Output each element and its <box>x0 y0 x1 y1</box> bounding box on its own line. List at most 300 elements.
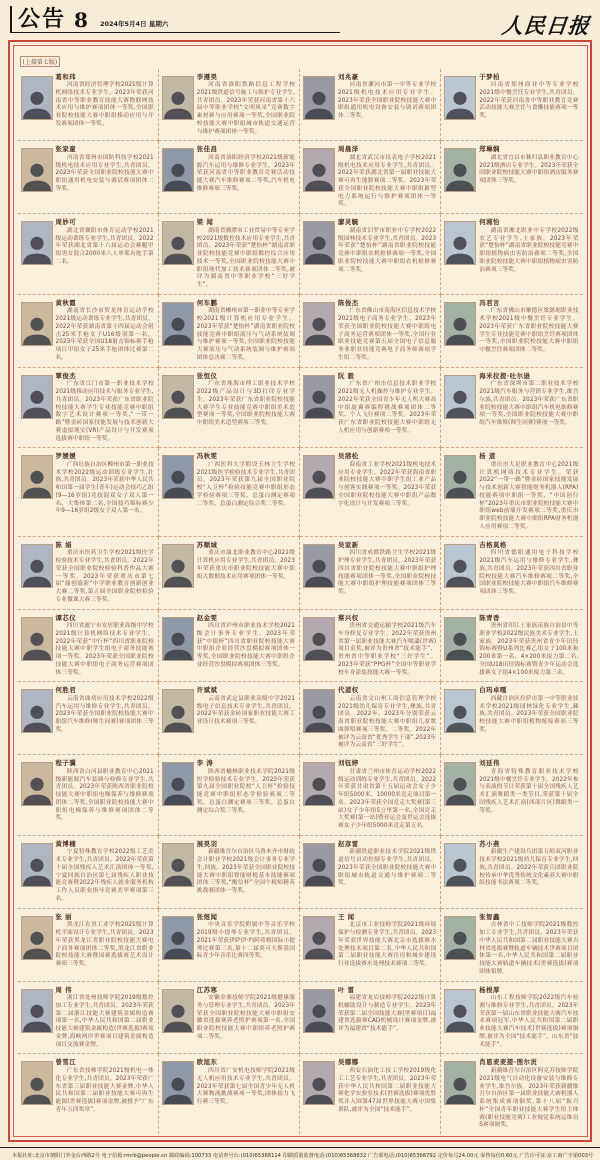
portrait-photo <box>444 916 476 960</box>
portrait-photo <box>21 843 53 887</box>
honoree-entry <box>300 295 441 368</box>
honoree-bio: 陕西省白河县职业教育中心2021级新能源汽车装调与检修专业学生,共青团员。2023年荣获陕西省职业院校技能大赛中职组电梯保养与维修赛项团体二等奖,全国职业院校技能大赛中职组电梯保养与维修赛项团体二等奖。 <box>55 768 154 822</box>
honoree-entry <box>18 909 159 982</box>
honoree-entry <box>18 141 159 214</box>
honoree-entry <box>159 69 300 142</box>
portrait-photo <box>303 989 335 1033</box>
person-silhouette-icon <box>163 160 193 192</box>
person-silhouette-icon <box>304 629 334 661</box>
portrait-photo <box>162 302 194 346</box>
honoree-bio: 陕西省榆林职业技术学院2021级医学检验技术专业学生。2023年荣获第九届全国职业院校“人卫杯”检验技能竞赛中职组形态学检验赛项二等奖、总蛋白测定赛项三等奖、总蛋白测定综合奖三等奖。 <box>196 768 295 814</box>
entry-body <box>197 73 295 137</box>
portrait-photo <box>21 1061 53 1105</box>
portrait-photo <box>162 689 194 733</box>
honoree-entry <box>300 682 441 755</box>
person-silhouette-icon <box>445 928 475 960</box>
honoree-name: 许斌斌 <box>196 686 218 695</box>
honoree-bio: 西藏自治区拉萨市第一中等职业技术学校2021级园林绿化专业学生,藏族,共青团员。2023年荣获全国职业院校技能大赛中职组植物嫁接赛项三等奖。 <box>479 695 579 733</box>
honoree-entry <box>300 214 441 295</box>
person-silhouette-icon <box>22 702 52 734</box>
entry-body <box>479 372 578 444</box>
portrait-photo <box>444 76 476 120</box>
honoree-entry <box>441 1054 582 1134</box>
honoree-bio: 广西壮族自治区柳州市第一职业技术学校2022级运动训练专业学生,壮族,共青团员。2023年荣获中华人民共和国第一届学生(青年)运动会技巧乙组(9—16岁组)竞技混双女子双人第一名、大集体第二名,全国技巧锦标赛少年9—16岁组2级女子双人第一名。 <box>55 461 154 515</box>
person-silhouette-icon <box>445 556 475 588</box>
portrait-photo <box>303 455 335 499</box>
honoree-name: 葛和玮 <box>55 72 77 81</box>
honoree-entry <box>18 214 159 295</box>
portrait-photo <box>303 1061 335 1105</box>
portrait-photo <box>444 1061 476 1105</box>
entry-body <box>56 145 154 209</box>
honoree-entry <box>18 295 159 368</box>
honoree-bio: 西安石油化工技工学校2019级化工工艺专业学生,共青团员。2023年荣获中华人民共和国第二届职业技能大赛化学实验室技术(世赛选拔)赛项优胜奖并入围第47届世界技能大赛中国集训队,被评为全国“技术能手”。 <box>338 1068 437 1113</box>
honoree-entry <box>300 909 441 982</box>
honoree-bio: 福建省龙岩技师学院2022级计算机辅助设计与制造专业学生。2023年荣获第二届全国技能大赛(世赛项目)福建省选拔赛CAD机械设计赛项金牌,被评为福建省“技术能手”。 <box>338 995 437 1033</box>
honoree-entry <box>441 682 582 755</box>
entry-body <box>197 614 295 678</box>
portrait-photo <box>444 221 476 265</box>
honoree-entry <box>441 537 582 610</box>
honoree-name: 王 闻 <box>338 912 355 921</box>
honoree-name: 李遵昊 <box>196 72 218 81</box>
honoree-entry <box>18 755 159 836</box>
person-silhouette-icon <box>163 556 193 588</box>
entry-body <box>479 541 578 605</box>
honoree-name: 叶 雷 <box>338 985 355 994</box>
honoree-entry <box>159 368 300 449</box>
honoree-bio: 贵州省印江土家族苗族自治县中等职业学校2022级民族美术专业学生,土家族。2023年荣获贵州省青少年田径锦标赛暨U系列比赛乙组女子100米和200米第一名、4×200米接力第二名,全国U18田径锦标赛暨青少年运动会选拔赛女子组4×100米接力第三名。 <box>479 623 579 676</box>
portrait-photo <box>21 544 53 588</box>
portrait-photo <box>444 762 476 806</box>
honoree-entry <box>441 295 582 368</box>
entry-body <box>479 840 578 904</box>
portrait-photo <box>162 1061 194 1105</box>
person-silhouette-icon <box>163 629 193 661</box>
portrait-photo <box>162 762 194 806</box>
honoree-name: 苏小燕 <box>479 839 500 848</box>
portrait-photo <box>162 544 194 588</box>
entry-body <box>197 1058 295 1130</box>
portrait-photo <box>444 617 476 661</box>
person-silhouette-icon <box>163 88 193 120</box>
honoree-name: 梁 闻 <box>196 218 214 227</box>
honoree-bio: 湖南省汨罗市职业中专学校2022级园林技术专业学生,共青团员。2023年荣获“楚怡杯”湖南省职业院校技能竞赛中职组农机检修赛项一等奖,全国职业院校技能大赛中职组农机检修赛项二等奖。 <box>338 227 437 273</box>
portrait-photo <box>303 916 335 960</box>
honoree-bio: 广东省江门市第一职业技术学校2021级移动应用技术与服务专业学生,共青团员。2023年荣获广东省职业院校技能大赛学生专业技能竞赛中职组数字艺术设计赛项一等奖,“一带一路”暨金砖国家技能发展与技术创新大赛虚拟现实(VR)产品设计与开发赛项选拔赛中职组一等奖。 <box>55 381 154 442</box>
entry-body <box>479 759 578 831</box>
person-silhouette-icon <box>445 702 475 734</box>
honoree-entry <box>159 141 300 214</box>
entry-body <box>56 913 154 977</box>
honoree-name: 冯秋雯 <box>196 452 218 461</box>
honoree-name: 张智鑫 <box>479 912 500 921</box>
entry-body <box>56 840 154 904</box>
person-silhouette-icon <box>22 855 52 887</box>
honoree-bio: 河南省郑州商业中等专业学校2021级中餐烹饪专业学生,共青团员。2022年荣获河南省中等职业教育竞赛活动技能大赛烹饪与食雕技能赛项一等奖。 <box>479 82 579 120</box>
honoree-name: 江苏寒 <box>196 985 218 994</box>
honoree-bio: 湖南省郴州市第一职业中等专业学校2021级计算机应用专业学生。2023年荣获“楚怡杯”湖南省职业院校技能竞赛中职组液压与气动系统装调与维护赛项一等奖,全国职业院校技能大赛液压与气动系统装调与维护赛项团体总决赛二等奖。 <box>196 308 295 361</box>
honoree-entry <box>441 755 582 836</box>
honoree-entry <box>300 141 441 214</box>
portrait-photo <box>162 843 194 887</box>
honoree-entry <box>18 368 159 449</box>
entry-body <box>56 614 154 678</box>
honoree-entry <box>300 448 441 536</box>
entry-body <box>338 372 436 444</box>
portrait-photo <box>162 916 194 960</box>
entry-body <box>338 452 436 531</box>
honoree-bio: 云南省文山州工商信息管理学校2021级幼儿保育专业学生,彝族,共青团员。2022年、2023年分别荣获云南省职业院校技能大赛中职组儿童歌曲弹唱赛项三等奖、二等奖。2022年被评为云南省“优秀学生干部”,2023年被评为云南省“三好学生”。 <box>338 695 437 749</box>
person-silhouette-icon <box>304 928 334 960</box>
portrait-photo <box>21 689 53 733</box>
entry-body <box>197 913 295 977</box>
newspaper-masthead: 人民日报 <box>500 13 592 38</box>
honoree-bio: 青海省特殊教育职业技术学校2021级中餐烹饪专业学生。2022年参与表演的节目荣获第十届全国残疾人艺术汇演舞蹈类一类节目,荣获第十届全国残疾人艺术汇演(西部片区)舞蹈类一等奖。 <box>479 768 579 814</box>
entry-body <box>56 299 154 363</box>
honoree-bio: 湖南省长沙市贺龙体育运动学校2021级运动训练专业学生,共青团员。2022年荣获湖南省第十四届运动会射击25米手枪女子U16级别第一名。2023年荣获全国U18射击锦标赛手枪项目甲组女子25米手枪团体比赛第二名。 <box>55 308 154 361</box>
person-silhouette-icon <box>445 160 475 192</box>
person-silhouette-icon <box>304 774 334 806</box>
portrait-photo <box>21 762 53 806</box>
honoree-entry <box>441 448 582 536</box>
entry-body <box>197 759 295 831</box>
person-silhouette-icon <box>304 467 334 499</box>
portrait-photo <box>162 455 194 499</box>
honoree-name: 黄秋霞 <box>55 298 77 307</box>
honoree-entry <box>18 836 159 909</box>
person-silhouette-icon <box>163 928 193 960</box>
person-silhouette-icon <box>163 774 193 806</box>
entry-body <box>56 73 154 137</box>
honoree-entry <box>300 610 441 683</box>
honoree-name: 程子骥 <box>55 759 77 768</box>
section-title: 公告 <box>18 6 67 32</box>
entry-body <box>479 1058 578 1130</box>
person-silhouette-icon <box>445 1001 475 1033</box>
person-silhouette-icon <box>445 233 475 265</box>
honoree-name: 杨 道 <box>479 452 496 461</box>
person-silhouette-icon <box>445 387 475 419</box>
honoree-name: 郑琳娴 <box>479 145 500 154</box>
entry-body <box>338 1058 436 1130</box>
entry-body <box>338 913 436 977</box>
person-silhouette-icon <box>304 160 334 192</box>
portrait-photo <box>21 989 53 1033</box>
honoree-entry <box>18 610 159 683</box>
person-silhouette-icon <box>304 1074 334 1106</box>
honoree-name: 张 丽 <box>55 912 73 921</box>
honoree-name: 蔡兴权 <box>338 613 359 622</box>
person-silhouette-icon <box>163 1074 193 1106</box>
honoree-name: 于梦柏 <box>479 72 500 81</box>
honoree-bio: 浙江省处州技师学院2019级数控加工专业学生,共青团员。2023年荣获第二届浙江技能大赛建筑金属构造赛项第一名,中华人民共和国第二届职业技能大赛建筑金属构造(世赛选拔)赛项金牌,海峡两岸世赛项目建筑金属构造项目交流赛金牌。 <box>55 995 154 1048</box>
entry-body <box>56 452 154 531</box>
person-silhouette-icon <box>304 387 334 419</box>
entry-body <box>338 145 436 209</box>
honoree-bio: 湖南省湘北职业中专学校2022级农艺专业学生,土家族。2023年荣获“楚怡杯”湖南省职业院校技能竞赛中职组植物病虫害防治赛项二等奖,全国职业院校技能大赛中职组植物病虫害防治赛项三等奖。 <box>479 227 579 273</box>
person-silhouette-icon <box>445 88 475 120</box>
honoree-entry <box>441 836 582 909</box>
honoree-bio: 广东省深圳市第二职业技术学校2021级汽车服务与营销专业学生,维吾尔族,共青团员。2023年荣获广东省职业院校技能大赛中职组汽车机电维修赛项一等奖,全国职业院校技能大赛中职组汽车维修(师生同赛)赛项一等奖。 <box>479 381 579 427</box>
footer-imprint-text: 本报社址:北京市朝阳门外金台西路2号 电子信箱:rmrb@people.cn 邮政编码:100733 电话查号台:(010)65368114 印刷质量监督电话:(010)65368832 广告部电话:(010)65368792 定价每月24.00元 零售每份0.60元 广告许可证:京工商广字第003号 <box>11 1152 594 1159</box>
honoree-name: 阮 毅 <box>338 371 355 380</box>
entry-body <box>338 614 436 678</box>
entry-body <box>479 73 578 137</box>
honoree-name: 赵金雯 <box>196 613 218 622</box>
entry-body <box>479 986 578 1050</box>
entry-body <box>56 541 154 605</box>
honoree-bio: 吉林省中工技师学院2021级数控加工专业学生,共青团员。2023年荣获中华人民共和国第二届职业技能大赛吉林省选拔赛暨轨道车辆技术世赛项目团体第一名,中华人民共和国第二届职业技能大赛轨道车辆技术(世赛选拔)赛项团体银牌。 <box>479 922 579 975</box>
entry-body <box>197 541 295 605</box>
portrait-photo <box>444 455 476 499</box>
honoree-entry <box>159 1054 300 1134</box>
person-silhouette-icon <box>445 1074 475 1106</box>
honoree-bio: 海南省工业学校2021级机电技术应用专业学生。2022年荣获海南省职业院校技能大赛中职学生组工业产品与创客实践赛项一等奖。2023年荣获全国职业院校技能大赛中职组产品数字化设计与开发赛项三等奖。 <box>338 461 437 507</box>
honoree-name: 曾雪江 <box>55 1058 77 1067</box>
entry-body <box>479 452 578 531</box>
honoree-entry <box>159 909 300 982</box>
honoree-bio: 湖北省襄阳市体育运动学校2021级运动训练专业学生,共青团员。2022年荣获湖北省第十六届运动会赛艇甲组男女混合2000米八人单桨有舵手第二名。 <box>55 227 154 265</box>
portrait-photo <box>21 375 53 419</box>
honoree-name: 陈 娟 <box>55 540 73 549</box>
honoree-bio: 宁夏特殊教育学校2022级工艺美术专业学生,共青团员。2022年荣获第十届全国残疾人艺术汇演团体一等奖,宁夏回族自治区第七届残疾人职业技能竞赛暨2022年残疾人就业服务机构工作人员职业指导竞赛美甲赛项第三名。 <box>55 849 154 902</box>
person-silhouette-icon <box>22 1001 52 1033</box>
entry-body <box>338 686 436 750</box>
entry-body <box>197 145 295 209</box>
entry-body <box>197 372 295 444</box>
honoree-bio: 河南省经济管理学校2021级计算机网络技术专业学生。2023年荣获河南省中等职业教育技能大赛物联网技术应用与维护赛项团体一等奖,全国职业院校技能大赛中职组移动应用与开发赛项团体一等奖。 <box>55 82 154 127</box>
honoree-bio: 重庆市大足职业教育中心2021级计算机网络技术专业学生。荣获2022“一带一路”暨金砖国家技能发展与技术创新大赛智能财务机器人(RPA)技能赛项中职组一等奖、“中国创行杯”2023年重庆市职业院校技能大赛中职组web前端开发赛项二等奖,重庆市职业院校技能大赛中职组RPA财务机器人应用赛项二等奖。 <box>479 461 579 530</box>
portrait-photo <box>444 843 476 887</box>
portrait-photo <box>444 689 476 733</box>
honoree-entry <box>441 610 582 683</box>
honoree-bio: 贵州省交通运输学校2021级汽车车身修复专业学生。2022年荣获贵州省第一届职业技能大赛汽车喷漆(世赛)项目金奖,被评为贵州省“技术能手”、贵州省中等职业学校“三好学生”。2023年荣获“PPG杯”全国中等职业学校车身涂装技能大赛一等奖。 <box>338 623 437 676</box>
honoree-bio: 新疆维吾尔自治区阿克苏技师学院2021级电气自动化设备安装与维修专业学生,维吾尔族。2023年荣获新疆维吾尔自治区第一届职业技能大赛机器人系统集成赛项铜奖,第十八届“振兴杯”全国青年职业技能大赛学生组主体赛(职业技能竞赛)工业视觉系统运维员S赛项铜奖。 <box>479 1068 579 1129</box>
entry-body <box>197 840 295 904</box>
portrait-photo <box>303 375 335 419</box>
person-silhouette-icon <box>304 855 334 887</box>
honoree-name: 陈青香 <box>479 613 500 622</box>
honoree-bio: 新疆维吾尔自治区乌鲁木齐市财政会计职业学校2021级会计事务专业学生,回族。2023年荣获全国职业院校技能大赛中职组智能财税基本技能赛项团体三等奖,“衡信杯”全国个税师精英挑战赛团体一等奖。 <box>196 849 295 895</box>
honoree-name: 张家童 <box>55 145 77 154</box>
honoree-name: 张恒仪 <box>196 371 218 380</box>
honoree-bio: 河南省洛阳铁路信息工程学校2021级铁道信号施工与维护专业学生,共青团员。2023年荣获河南省第十六届中等职业学校“文明风采”竞赛数字素材赛与应用赛项一等奖,全国职业院校技能大赛中职组城市轨道交通运营与维护赛项团体一等奖。 <box>196 82 295 135</box>
honoree-name: 何湘怡 <box>479 218 500 227</box>
entry-body <box>338 541 436 605</box>
portrait-photo <box>303 762 335 806</box>
portrait-photo <box>162 375 194 419</box>
honoree-bio: 广东省佛山市顺德区梁銶琚职业技术学校2021级中餐烹饪专业学生。2023年荣获广东省职业院校技能大赛学生专业技能竞赛中职组烹饪赛项团体一等奖,全国职业院校技能大赛中职组中餐烹饪赛项团体二等奖。 <box>479 308 579 354</box>
honoree-name: 周妙可 <box>55 218 77 227</box>
honoree-entry <box>159 214 300 295</box>
honoree-entry <box>300 982 441 1055</box>
entry-body <box>56 986 154 1050</box>
entry-body <box>56 686 154 750</box>
honoree-name: 李 涛 <box>196 759 214 768</box>
honoree-bio: 四川省遂宁市安居职业高级中学校2021级计算机网络技术专业学生。2022年荣获“中行杯”四川省职业院校技能大赛中职学生组电子商务技能赛项一等奖。2023年荣获全国职业院校技能大赛中职组电子商务运营赛项团体三等奖。 <box>55 623 154 676</box>
person-silhouette-icon <box>304 702 334 734</box>
person-silhouette-icon <box>22 629 52 661</box>
honoree-name: 刘兆豪 <box>338 72 359 81</box>
page-number: 8 <box>74 8 88 32</box>
entry-body <box>338 840 436 904</box>
person-silhouette-icon <box>445 855 475 887</box>
person-silhouette-icon <box>22 88 52 120</box>
entry-body <box>197 299 295 363</box>
section-header <box>10 6 340 33</box>
person-silhouette-icon <box>304 314 334 346</box>
entry-body <box>338 218 436 290</box>
honoree-name: 覃俊杰 <box>55 371 77 380</box>
honoree-bio: 甘肃省兰州市体育运动学校2022级运动训练专业学生,共青团员。2022年荣获甘肃省第十五届运动会女子少年组5000米、10000米竞走项目第一名。2023年荣获全国竞走大奖赛(第三站)女子少年组5公里第一名,全国竞走大奖赛(第一站)暨亚运会及世运会选拔赛女子少年组5000米竞走第五名。 <box>338 768 437 830</box>
honoree-name: 欧旭东 <box>196 1058 218 1067</box>
portrait-photo <box>21 221 53 265</box>
honoree-entry <box>159 610 300 683</box>
person-silhouette-icon <box>445 314 475 346</box>
honoree-name: 吉格莫格 <box>479 540 507 549</box>
honoree-name: 陈俊杰 <box>338 298 359 307</box>
person-silhouette-icon <box>304 88 334 120</box>
honoree-entry <box>441 909 582 982</box>
person-silhouette-icon <box>163 314 193 346</box>
honoree-entry <box>441 141 582 214</box>
honoree-bio: 广西医科大学附设玉林卫生学校2021级医学检验技术专业学生,共青团员。2023年荣获第九届全国职业院校“人卫杯”检验技能竞赛中职组形态学检验赛项三等奖、总蛋白测定赛项二等奖、总蛋白测定综合奖二等奖。 <box>196 461 295 507</box>
honoree-name: 杨根厚 <box>479 985 500 994</box>
entry-body <box>56 759 154 831</box>
honoree-bio: 广东省佛山市南海区信息技术学校2021级电子商务专业学生。2023年荣获全国职业院校技能大赛中职组电子商务运营赛项团体一等奖,全国行业职业技能竞赛第五届全国电子信息服务业职业技能竞赛电子商务师赛项学生组二等奖。 <box>338 308 437 361</box>
person-silhouette-icon <box>304 556 334 588</box>
honoree-entry <box>300 1054 441 1134</box>
honoree-bio: 湖北省宜昌市秭归县职业教育中心2021级酒店专业学生。2023年荣获全国职业院校技能大赛中职组酒店服务赛项团体三等奖。 <box>479 154 579 185</box>
entry-body <box>197 452 295 531</box>
honoree-bio: 河南省漯河市第一中等专业学校2021级机电技术应用专业学生。2023年荣获全国职业院校技能大赛中职组通用机电设备安装与调试赛项团体二等奖。 <box>338 82 437 120</box>
honoree-name: 苏顺城 <box>196 540 218 549</box>
entry-body <box>479 299 578 363</box>
portrait-photo <box>303 76 335 120</box>
honoree-entry <box>159 982 300 1055</box>
honoree-bio: 四川省广安机电技师学院2021级无人机应用技术专业学生,共青团员。2023年荣获第七届全国青少年无人机大赛物流挑战赛项一等奖,团体接力飞行赛三等奖。 <box>196 1068 295 1106</box>
entry-body <box>56 372 154 444</box>
honoree-entry <box>18 682 159 755</box>
portrait-photo <box>21 76 53 120</box>
person-silhouette-icon <box>445 467 475 499</box>
entries-grid <box>18 69 583 1135</box>
person-silhouette-icon <box>163 1001 193 1033</box>
honoree-entry <box>159 836 300 909</box>
portrait-photo <box>303 544 335 588</box>
honoree-bio: 广东省技师学院2021级机电一体化专业学生,共青团员。2023年荣获广东省第三届职业技能大赛金牌,中华人民共和国第二届职业技能大赛可再生能源(世赛选拔)赛项金牌,被授予“广东青年五四奖章”。 <box>55 1068 154 1113</box>
portrait-photo <box>162 148 194 192</box>
honoree-entry <box>300 368 441 449</box>
portrait-photo <box>162 76 194 120</box>
person-silhouette-icon <box>304 233 334 265</box>
honoree-name: 何车鹏 <box>196 298 218 307</box>
entry-body <box>338 299 436 363</box>
portrait-photo <box>444 148 476 192</box>
issue-date: 2024年5月4日 星期六 <box>99 20 169 28</box>
entry-body <box>479 913 578 977</box>
honoree-entry <box>18 982 159 1055</box>
honoree-bio: 黑龙江农垦工业学校2021级计算机平面设计专业学生,共青团员。2023年荣获黑龙江省职业院校技能大赛电子商务赛项团体二等奖,黑龙江省职业院校技能大赛暨国赛选拔赛艺术设计赛项三等奖。 <box>55 922 154 968</box>
honoree-entry <box>18 448 159 536</box>
entry-body <box>338 986 436 1050</box>
announcement-frame <box>8 40 592 1142</box>
entry-body <box>338 73 436 137</box>
honoree-name: 吴港松 <box>338 452 359 461</box>
honoree-bio: 四川省成都铁路卫生学校2021级护理专业学生,共青团员。2023年荣获四川省职业院校技能大赛中职组护理技能赛项团体一等奖,全国职业院校技能大赛中职组护理技能赛项团体三等奖。 <box>338 550 437 596</box>
portrait-photo <box>21 302 53 346</box>
portrait-photo <box>162 221 194 265</box>
entry-body <box>56 218 154 290</box>
portrait-photo <box>444 375 476 419</box>
honoree-entry <box>159 755 300 836</box>
portrait-photo <box>444 989 476 1033</box>
person-silhouette-icon <box>22 556 52 588</box>
entry-body <box>197 218 295 290</box>
announcement-frame-inner <box>13 45 588 1138</box>
honoree-name: 黄博楠 <box>55 839 77 848</box>
honoree-bio: 北京市工业技师学院2021级环境保护与检测专业学生,共青团员。2023年荣获世界技能大赛北京市选拔赛水处理技术项目第二名,中华人民共和国第二届职业技能大赛住房和城乡建设行业选拔赛水处理技术赛项二等奖。 <box>338 922 437 968</box>
person-silhouette-icon <box>22 314 52 346</box>
honoree-name: 代道权 <box>338 686 359 695</box>
portrait-photo <box>21 617 53 661</box>
honoree-entry <box>159 537 300 610</box>
honoree-entry <box>441 982 582 1055</box>
honoree-bio: 广东省广州市信息技术职业学校2021级无人机操控与维护专业学生。2022年荣获全国青少年无人机大赛高中组旋翼赛编程挑战赛项团体二等奖、个人飞行赛项二等奖。2023年荣获广东省职业院校技能大赛中职组无人机应用与创新赛项一等奖。 <box>338 381 437 434</box>
portrait-photo <box>21 455 53 499</box>
honoree-bio: 河南省郑州市国防科技学校2021级机电技术应用专业学生,共青团员。2023年荣获全国职业院校技能大赛中职组通用机电安装与调试赛项团体二等奖。 <box>55 154 154 192</box>
portrait-photo <box>303 617 335 661</box>
portrait-photo <box>303 689 335 733</box>
portrait-photo <box>162 989 194 1033</box>
honoree-bio: 四川省泸州市职业技术学校2021级会计事务专业学生。2023年荣获“中银杯”四川省职业院校技能大赛中职组企业经营沙盘模拟赛项团体一等奖,全国职业院校技能大赛中职组企业经营沙盘模拟赛项团体三等奖。 <box>196 623 295 668</box>
honoree-entry <box>18 537 159 610</box>
honoree-name: 冯君言 <box>479 298 500 307</box>
person-silhouette-icon <box>163 233 193 265</box>
honoree-bio: 新疆生产建设兵团第五师双河职业技术学校2021级幼儿保育专业学生,回族,共青团员。2022年荣获兵团职业院校传承中华优秀传统文化素养大赛中职组技能书法赛项二等奖。 <box>479 849 579 887</box>
entry-body <box>479 686 578 750</box>
person-silhouette-icon <box>22 160 52 192</box>
honoree-name: 展昊羽 <box>196 839 218 848</box>
entry-body <box>479 145 578 209</box>
honoree-bio: 重庆市渝北职业教育中心2021级计算机应用专业学生,共青团员。2023年荣获重庆市职业院校技能大赛中职组大数据技术应用赛项团体一等奖。 <box>196 550 295 580</box>
honoree-name: 谭芯仪 <box>55 613 77 622</box>
honoree-entry <box>300 836 441 909</box>
portrait-photo <box>444 544 476 588</box>
person-silhouette-icon <box>445 629 475 661</box>
honoree-bio: 云南省曲靖应用技术学校2022级汽车运用与维修专业学生,共青团员。2023年荣获全国职业院校技能大赛中职组汽车维修(师生同赛)赛项团体三等奖。 <box>55 695 154 733</box>
honoree-bio: 四川省德阳通用电子科技学校2021级汽车运用与维修专业学生,彝族,共青团员。2023年荣获四川省职业院校技能大赛汽车维修赛项二等奖,全国职业院校技能大赛中职组汽车维修赛项团体三等奖。 <box>479 550 579 596</box>
honoree-bio: 新疆铁道职业技术学院2021级铁道信号自动控制专业学生,共青团员。2023年荣获全国职业院校技能大赛中职组城市轨道交通与维护赛项二等奖。 <box>338 849 437 887</box>
honoree-name: 白玛卓嘎 <box>479 686 507 695</box>
honoree-bio: 安徽金寨技师学院2021级健康服务与管理专业学生,共青团员。2023年荣获全国职业院校技能大赛中职组安徽省选拔赛养老照护赛项第一名,全国职业院校技能大赛中职组养老照护赛项二等奖。 <box>196 995 295 1040</box>
honoree-bio: 云南省武定县职业高级中学2021级电子信息技术专业学生,共青团员。2022年荣获金砖国家职业技能大赛工业设计技术赛项三等奖。 <box>196 695 295 726</box>
portrait-photo <box>303 148 335 192</box>
honoree-entry <box>300 755 441 836</box>
honoree-entry <box>441 69 582 142</box>
honoree-name: 海米拉提·吐尔逊 <box>479 371 531 380</box>
person-silhouette-icon <box>163 702 193 734</box>
honoree-bio: 山东工程技师学院2022级汽车检测与维修专业学生,共青团员。2023年荣获第一届山东省职业技能大赛汽车技术赛项冠军,中华人民共和国第二届职业技能大赛汽车技术(世赛选拔)赛项铜牌,被评为全国“技术能手”、山东省“技术能手”。 <box>479 995 579 1048</box>
honoree-name: 张煜闻 <box>196 912 218 921</box>
honoree-bio: 湖北省武汉市仪表电子学校2021级机电技术应用专业学生,共青团员。2022年荣获湖北省第一届职业技能大赛可再生能源赛项二等奖。2023年荣获全国职业院校技能大赛中职组新型电力系统运行与维护赛项团体一等奖。 <box>338 154 437 208</box>
honoree-name: 刘钰婷 <box>338 759 359 768</box>
person-silhouette-icon <box>445 774 475 806</box>
honoree-name: 罗媛媛 <box>55 452 77 461</box>
entry-body <box>479 614 578 678</box>
page-header <box>0 0 600 36</box>
